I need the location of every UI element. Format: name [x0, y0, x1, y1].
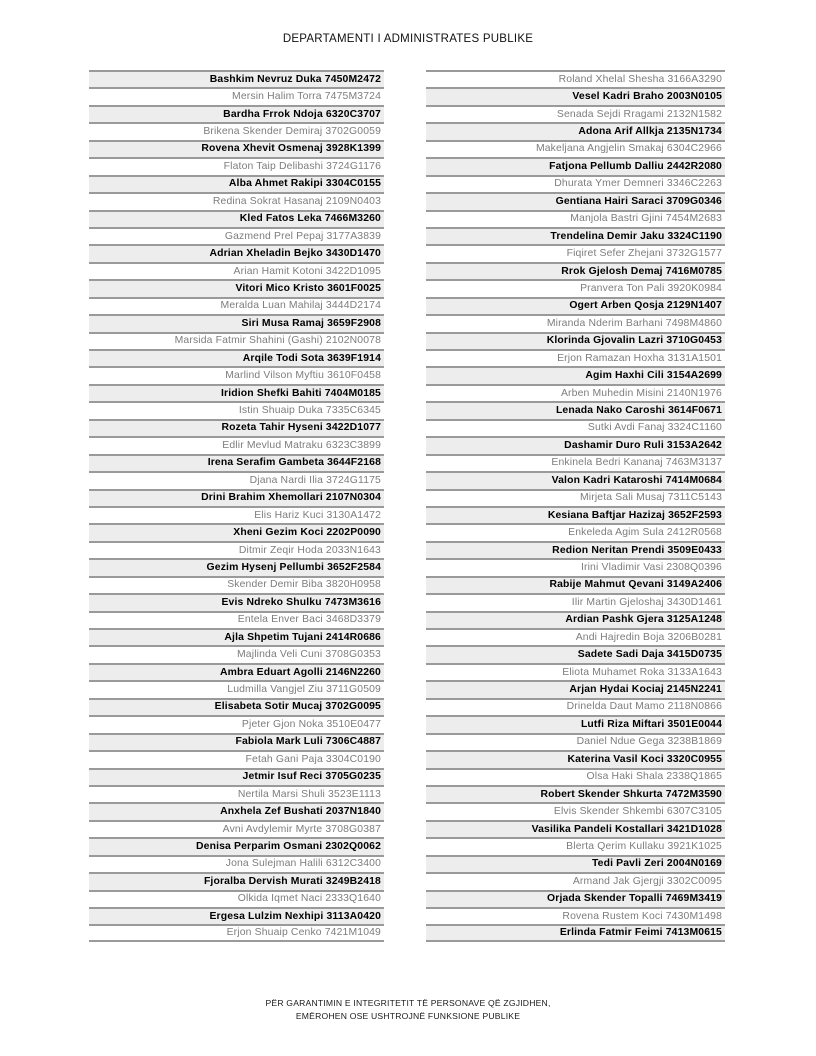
person-entry: Armand Jak Gjergji 3302C0095	[572, 875, 722, 887]
person-entry: Makeljana Angjelin Smakaj 6304C2966	[535, 143, 722, 155]
table-row	[426, 436, 725, 453]
table-row	[426, 384, 725, 401]
table-row	[89, 87, 384, 104]
table-row	[89, 314, 384, 331]
person-entry: Elvis Skender Shkembi 6307C3105	[553, 806, 722, 818]
table-row	[426, 837, 725, 854]
table-row	[426, 366, 725, 383]
person-entry: Irini Vladimir Vasi 2308Q0396	[580, 561, 722, 573]
person-entry: Fabiola Mark Luli 7306C4887	[235, 736, 381, 748]
table-row	[426, 262, 725, 279]
table-row	[426, 87, 725, 104]
table-row	[89, 645, 384, 662]
table-row	[426, 227, 725, 244]
person-entry: Ergesa Lulzim Nexhipi 3113A0420	[209, 910, 381, 922]
person-entry: Jona Sulejman Halili 6312C3400	[225, 858, 381, 870]
table-row	[89, 855, 384, 872]
person-entry: Fetah Gani Paja 3304C0190	[245, 753, 381, 765]
person-entry: Fjoralba Dervish Murati 3249B2418	[203, 875, 381, 887]
person-entry: Rovena Xhevit Osmenaj 3928K1399	[201, 143, 381, 155]
person-entry: Redina Sokrat Hasanaj 2109N0403	[212, 195, 381, 207]
person-entry: Valon Kadri Kataroshi 7414M0684	[551, 474, 722, 486]
person-entry: Entela Enver Baci 3468D3379	[237, 614, 381, 626]
table-row	[426, 558, 725, 575]
person-entry: Elis Hariz Kuci 3130A1472	[254, 509, 381, 521]
table-row	[89, 593, 384, 610]
table-row	[89, 436, 384, 453]
person-entry: Pjeter Gjon Noka 3510E0477	[241, 718, 381, 730]
person-entry: Fatjona Pellumb Dalliu 2442R2080	[549, 160, 722, 172]
person-entry: Katerina Vasil Koci 3320C0955	[567, 753, 722, 765]
person-entry: Rozeta Tahir Hyseni 3422D1077	[221, 422, 381, 434]
footer-line-2: EMËROHEN OSE USHTROJNË FUNKSIONE PUBLIKE	[295, 1010, 521, 1021]
table-row	[426, 768, 725, 785]
person-entry: Daniel Ndue Gega 3238B1869	[576, 736, 722, 748]
person-entry: Ambra Eduart Agolli 2146N2260	[219, 666, 381, 678]
person-entry: Skender Demir Biba 3820H0958	[227, 579, 381, 591]
table-row	[89, 733, 384, 750]
table-row	[89, 70, 384, 87]
person-entry: Sadete Sadi Daja 3415D0735	[577, 649, 722, 661]
person-entry: Arben Muhedin Misini 2140N1976	[560, 387, 722, 399]
person-entry: Fiqiret Sefer Zhejani 3732G1577	[566, 248, 722, 260]
table-row	[89, 401, 384, 418]
person-entry: Istin Shuaip Duka 7335C6345	[238, 405, 381, 417]
table-row	[89, 680, 384, 697]
table-row	[89, 576, 384, 593]
person-entry: Pranvera Ton Pali 3920K0984	[580, 282, 722, 294]
page-title: DEPARTAMENTI I ADMINISTRATES PUBLIKE	[282, 33, 534, 45]
person-entry: Erlinda Fatmir Feimi 7413M0615	[559, 927, 722, 939]
table-row	[89, 105, 384, 122]
person-entry: Redion Neritan Prendi 3509E0433	[552, 544, 722, 556]
table-row	[89, 715, 384, 732]
person-entry: Flaton Taip Delibashi 3724G1176	[223, 160, 381, 172]
table-row	[426, 332, 725, 349]
person-entry: Erjon Ramazan Hoxha 3131A1501	[557, 352, 722, 364]
person-entry: Ardian Pashk Gjera 3125A1248	[565, 614, 722, 626]
table-row	[89, 489, 384, 506]
table-row	[426, 924, 725, 941]
person-entry: Adrian Xheladin Bejko 3430D1470	[209, 248, 381, 260]
person-entry: Kled Fatos Leka 7466M3260	[239, 213, 381, 225]
table-row	[89, 332, 384, 349]
person-entry: Tedi Pavli Zeri 2004N0169	[591, 858, 722, 870]
person-entry: Irena Serafim Gambeta 3644F2168	[207, 457, 381, 469]
person-entry: Alba Ahmet Rakipi 3304C0155	[228, 178, 381, 190]
person-entry: Iridion Shefki Bahiti 7404M0185	[221, 387, 381, 399]
person-entry: Eliota Muhamet Roka 3133A1643	[562, 666, 722, 678]
person-entry: Dhurata Ymer Demneri 3346C2263	[554, 178, 722, 190]
table-row	[426, 210, 725, 227]
table-row	[426, 297, 725, 314]
person-entry: Denisa Perparim Osmani 2302Q0062	[195, 840, 381, 852]
person-entry: Rrok Gjelosh Demaj 7416M0785	[561, 265, 722, 277]
table-row	[426, 802, 725, 819]
table-row	[89, 227, 384, 244]
table-row	[89, 785, 384, 802]
person-entry: Roland Xhelal Shesha 3166A3290	[558, 73, 722, 85]
table-row	[426, 489, 725, 506]
person-entry: Drini Brahim Xhemollari 2107N0304	[201, 492, 381, 504]
person-entry: Miranda Nderim Barhani 7498M4860	[546, 317, 722, 329]
table-row	[426, 785, 725, 802]
table-row	[89, 384, 384, 401]
table-row	[89, 297, 384, 314]
person-entry: Bashkim Nevruz Duka 7450M2472	[209, 73, 381, 85]
table-row	[426, 593, 725, 610]
table-row	[426, 698, 725, 715]
table-row	[89, 157, 384, 174]
table-row	[89, 471, 384, 488]
person-entry: Evis Ndreko Shulku 7473M3616	[221, 596, 381, 608]
table-row	[426, 628, 725, 645]
person-entry: Anxhela Zef Bushati 2037N1840	[220, 806, 381, 818]
table-row	[89, 210, 384, 227]
person-entry: Ilir Martin Gjeloshaj 3430D1461	[571, 596, 722, 608]
table-row	[89, 837, 384, 854]
person-entry: Ditmir Zeqir Hoda 2033N1643	[238, 544, 381, 556]
name-list-columns	[0, 70, 816, 960]
table-row	[426, 401, 725, 418]
person-entry: Dashamir Duro Ruli 3153A2642	[564, 439, 722, 451]
footer-line-1: PËR GARANTIMIN E INTEGRITETIT TË PERSONAVE QË ZGJIDHEN,	[265, 998, 551, 1008]
table-row	[89, 541, 384, 558]
person-entry: Lutfi Riza Miftari 3501E0044	[580, 718, 722, 730]
name-list-column-left	[89, 70, 384, 942]
table-row	[426, 541, 725, 558]
person-entry: Nertila Marsi Shuli 3523E1113	[237, 788, 381, 800]
person-entry: Orjada Skender Topalli 7469M3419	[547, 893, 722, 905]
person-entry: Arjan Hydai Kociaj 2145N2241	[569, 684, 722, 696]
table-row	[426, 680, 725, 697]
person-entry: Rovena Rustem Koci 7430M1498	[562, 910, 722, 922]
table-row	[426, 733, 725, 750]
table-row	[89, 802, 384, 819]
table-row	[426, 454, 725, 471]
person-entry: Mersin Halim Torra 7475M3724	[232, 91, 381, 103]
person-entry: Agim Haxhi Cili 3154A2699	[585, 370, 722, 382]
table-row	[89, 558, 384, 575]
table-row	[89, 175, 384, 192]
table-row	[89, 140, 384, 157]
table-row	[426, 750, 725, 767]
table-row	[426, 820, 725, 837]
person-entry: Marlind Vilson Myftiu 3610F0458	[225, 370, 381, 382]
person-entry: Lenada Nako Caroshi 3614F0671	[555, 405, 722, 417]
table-row	[426, 855, 725, 872]
table-row	[426, 645, 725, 662]
person-entry: Bardha Frrok Ndoja 6320C3707	[223, 108, 381, 120]
table-row	[426, 523, 725, 540]
table-row	[89, 523, 384, 540]
table-row	[89, 366, 384, 383]
table-row	[89, 506, 384, 523]
person-entry: Siri Musa Ramaj 3659F2908	[241, 317, 381, 329]
person-entry: Vasilika Pandeli Kostallari 3421D1028	[531, 823, 722, 835]
table-row	[89, 628, 384, 645]
table-row	[89, 820, 384, 837]
table-row	[426, 872, 725, 889]
table-row	[426, 611, 725, 628]
person-entry: Jetmir Isuf Reci 3705G0235	[242, 771, 381, 783]
person-entry: Senada Sejdi Rragami 2132N1582	[556, 108, 722, 120]
table-row	[426, 70, 725, 87]
person-entry: Vitori Mico Kristo 3601F0025	[235, 282, 381, 294]
table-row	[426, 663, 725, 680]
table-row	[89, 419, 384, 436]
person-entry: Manjola Bastri Gjini 7454M2683	[570, 213, 722, 225]
table-row	[89, 244, 384, 261]
person-entry: Andi Hajredin Boja 3206B0281	[575, 631, 722, 643]
table-row	[426, 175, 725, 192]
table-row	[426, 157, 725, 174]
table-row	[89, 454, 384, 471]
person-entry: Enkinela Bedri Kananaj 7463M3137	[551, 457, 722, 469]
table-row	[89, 611, 384, 628]
person-entry: Gazmend Prel Pepaj 3177A3839	[224, 230, 381, 242]
person-entry: Majlinda Veli Cuni 3708G0353	[237, 649, 381, 661]
person-entry: Rabije Mahmut Qevani 3149A2406	[549, 579, 722, 591]
table-row	[426, 192, 725, 209]
person-entry: Ogert Arben Qosja 2129N1407	[569, 300, 722, 312]
person-entry: Trendelina Demir Jaku 3324C1190	[550, 230, 722, 242]
person-entry: Xheni Gezim Koci 2202P0090	[233, 527, 381, 539]
table-row	[426, 105, 725, 122]
table-row	[89, 872, 384, 889]
table-row	[89, 698, 384, 715]
table-row	[426, 907, 725, 924]
table-row	[89, 663, 384, 680]
person-entry: Kesiana Baftjar Hazizaj 3652F2593	[547, 509, 722, 521]
footer	[0, 997, 816, 1022]
person-entry: Robert Skender Shkurta 7472M3590	[540, 788, 722, 800]
name-list-column-right	[426, 70, 725, 942]
person-entry: Ajla Shpetim Tujani 2414R0686	[224, 631, 381, 643]
table-row	[89, 924, 384, 941]
table-row	[89, 890, 384, 907]
person-entry: Edlir Mevlud Matraku 6323C3899	[222, 439, 381, 451]
table-row	[426, 471, 725, 488]
person-entry: Olsa Haki Shala 2338Q1865	[586, 771, 722, 783]
person-entry: Djana Nardi Ilia 3724G1175	[249, 474, 381, 486]
person-entry: Enkeleda Agim Sula 2412R0568	[568, 527, 722, 539]
table-row	[89, 122, 384, 139]
person-entry: Gentiana Hairi Saraci 3709G0346	[555, 195, 722, 207]
person-entry: Avni Avdylemir Myrte 3708G0387	[222, 823, 381, 835]
table-row	[426, 314, 725, 331]
person-entry: Arqile Todi Sota 3639F1914	[242, 352, 381, 364]
person-entry: Mirjeta Sali Musaj 7311C5143	[579, 492, 722, 504]
person-entry: Meralda Luan Mahilaj 3444D2174	[220, 300, 381, 312]
person-entry: Ludmilla Vangjel Ziu 3711G0509	[227, 684, 381, 696]
person-entry: Olkida Iqmet Naci 2333Q1640	[237, 893, 381, 905]
person-entry: Gezim Hysenj Pellumbi 3652F2584	[206, 561, 381, 573]
person-entry: Sutki Avdi Fanaj 3324C1160	[587, 422, 722, 434]
table-row	[89, 907, 384, 924]
person-entry: Arian Hamit Kotoni 3422D1095	[233, 265, 381, 277]
person-entry: Drinelda Daut Mamo 2118N0866	[566, 701, 722, 713]
table-row	[426, 279, 725, 296]
person-entry: Brikena Skender Demiraj 3702G0059	[203, 126, 381, 138]
table-row	[426, 715, 725, 732]
person-entry: Blerta Qerim Kullaku 3921K1025	[566, 840, 722, 852]
person-entry: Vesel Kadri Braho 2003N0105	[572, 91, 722, 103]
table-row	[89, 349, 384, 366]
table-row	[426, 890, 725, 907]
person-entry: Elisabeta Sotir Mucaj 3702G0095	[214, 701, 381, 713]
table-row	[426, 122, 725, 139]
person-entry: Erjon Shuaip Cenko 7421M1049	[226, 927, 381, 939]
table-row	[426, 349, 725, 366]
table-row	[426, 419, 725, 436]
table-row	[89, 279, 384, 296]
table-row	[426, 576, 725, 593]
table-row	[426, 140, 725, 157]
person-entry: Klorinda Gjovalin Lazri 3710G0453	[546, 335, 722, 347]
table-row	[89, 192, 384, 209]
table-row	[89, 262, 384, 279]
table-row	[89, 768, 384, 785]
table-row	[89, 750, 384, 767]
person-entry: Marsida Fatmir Shahini (Gashi) 2102N0078	[174, 335, 381, 347]
table-row	[426, 506, 725, 523]
person-entry: Adona Arif Allkja 2135N1734	[578, 126, 722, 138]
table-row	[426, 244, 725, 261]
